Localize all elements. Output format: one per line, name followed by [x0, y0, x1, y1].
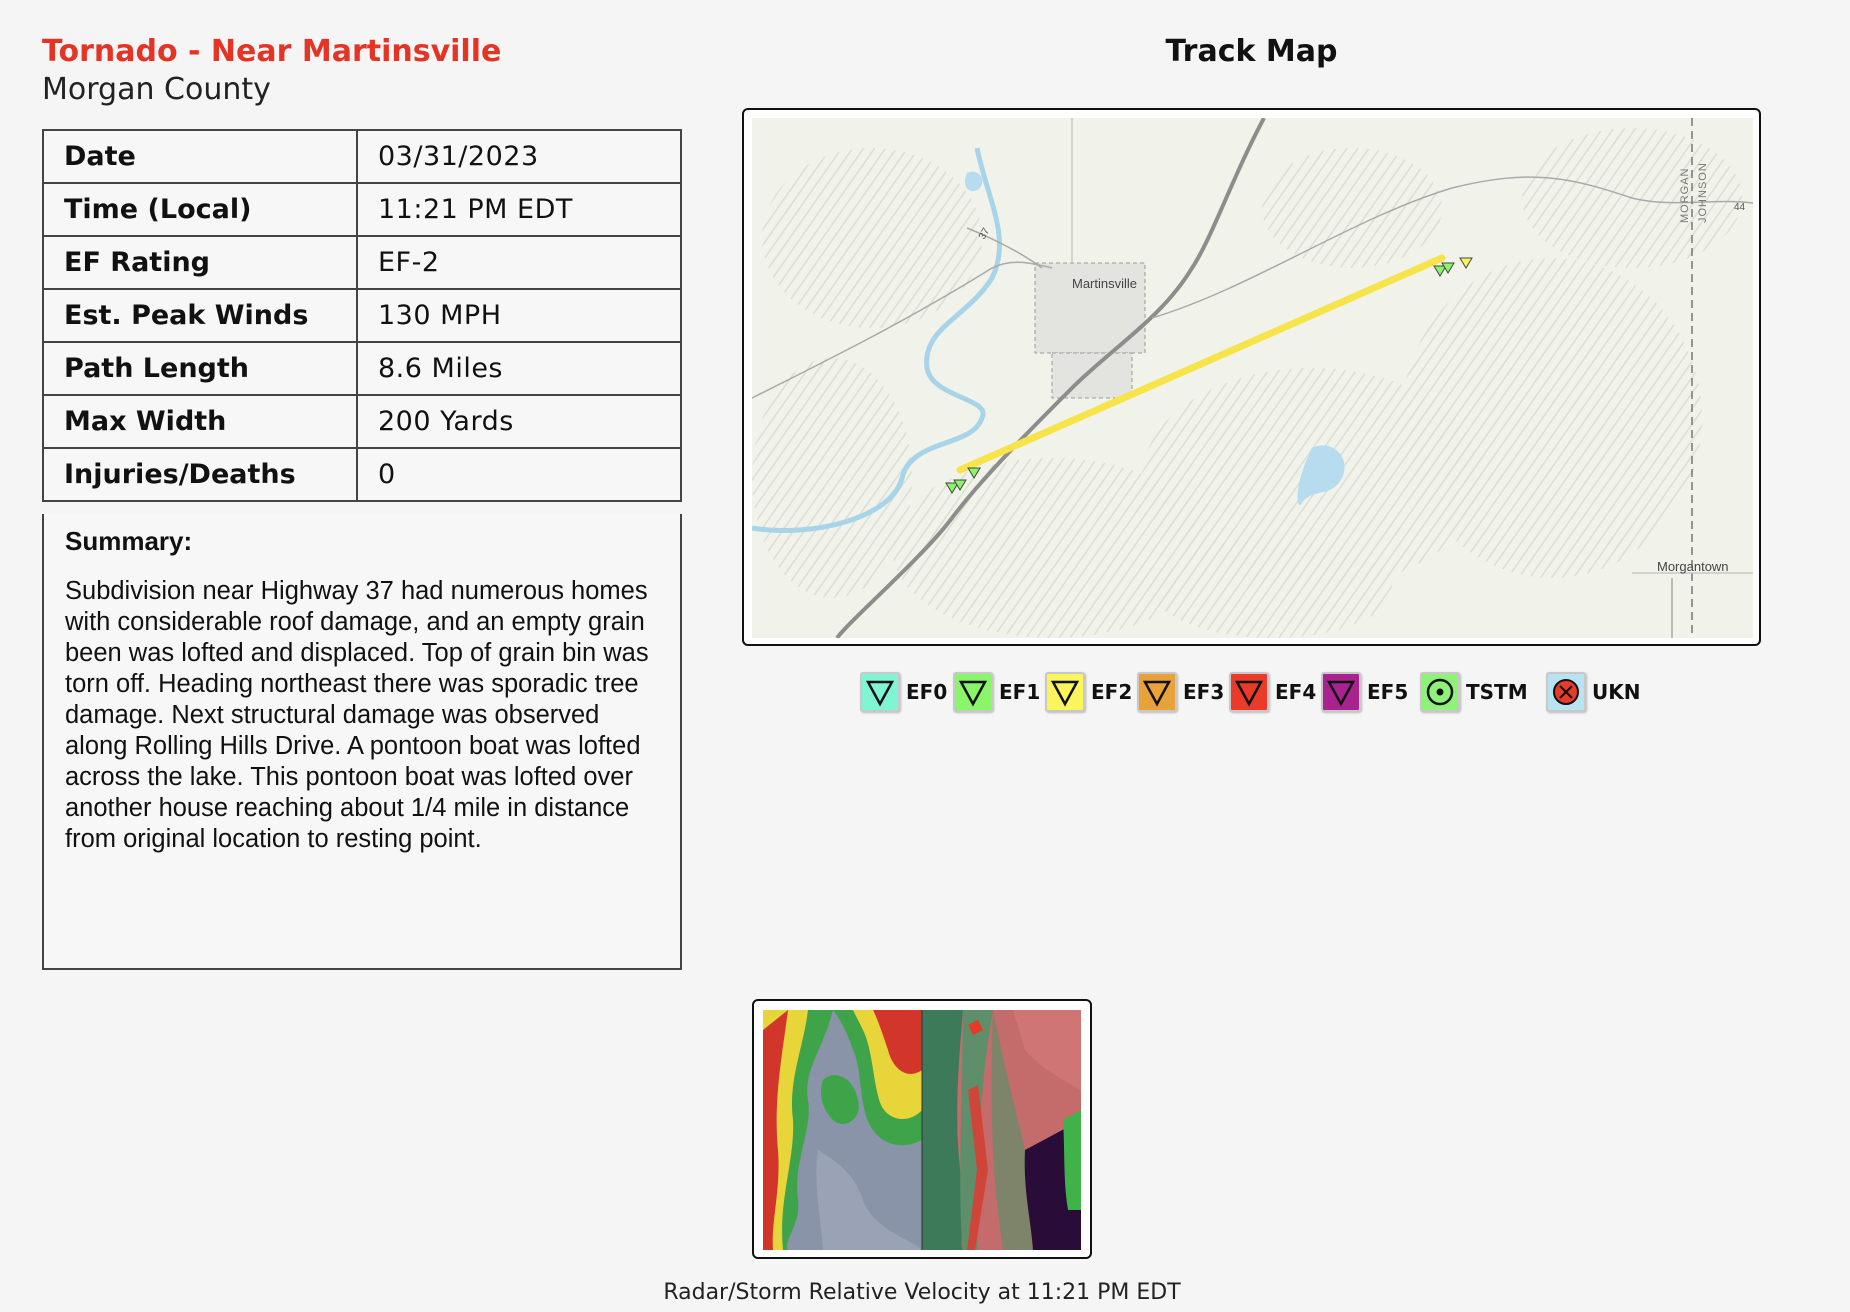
legend-item-ef2 — [1045, 670, 1132, 714]
map-label-county1: MORGAN — [1679, 167, 1691, 223]
row-value: 200 Yards — [357, 395, 681, 448]
row-label: Path Length — [43, 342, 357, 395]
radar-image[interactable] — [752, 999, 1092, 1259]
summary-text: Subdivision near Highway 37 had numerous homes with considerable roof damage, and an empty grain been was lofted and displaced. Top of grain bin was torn off. Heading northeast there was sporadic tree damage. Next structural damage was observed along Rolling Hills Drive. A pontoon boat was lofted across the lake. This pontoon boat was lofted over another house reaching about 1/4 mile in distance from original location to resting point. — [65, 577, 649, 853]
row-value: EF-2 — [357, 236, 681, 289]
ef3-triangle-icon — [1137, 672, 1177, 712]
legend-item-ef3 — [1137, 670, 1224, 714]
ef2-triangle-icon — [1045, 672, 1085, 712]
legend-label: TSTM — [1466, 680, 1528, 704]
legend-item-ef4 — [1229, 670, 1316, 714]
row-label: Max Width — [43, 395, 357, 448]
row-value: 0 — [357, 448, 681, 501]
legend-label: EF0 — [906, 680, 948, 704]
table-row — [43, 236, 681, 289]
ukn-x-icon — [1546, 672, 1586, 712]
legend-label: EF4 — [1275, 680, 1317, 704]
radar-velocity-image[interactable] — [763, 1010, 1081, 1250]
row-value: 8.6 Miles — [357, 342, 681, 395]
legend-label: UKN — [1592, 680, 1641, 704]
track-map[interactable] — [742, 108, 1761, 646]
details-table — [42, 129, 682, 502]
row-value: 11:21 PM EDT — [357, 183, 681, 236]
county-name: Morgan County — [42, 72, 271, 107]
map-label-route-37: 37 — [977, 226, 993, 242]
reflectivity-panel — [763, 1010, 922, 1250]
map-label-route-44: 44 — [1734, 202, 1746, 213]
table-row — [43, 395, 681, 448]
table-row — [43, 183, 681, 236]
ef0-triangle-icon — [860, 672, 900, 712]
legend-label: EF1 — [999, 680, 1041, 704]
row-value: 130 MPH — [357, 289, 681, 342]
legend-label: EF2 — [1091, 680, 1133, 704]
map-label-town2: Morgantown — [1657, 559, 1729, 574]
summary-heading: Summary: — [65, 526, 193, 556]
ef4-triangle-icon — [1229, 672, 1269, 712]
legend-label: EF5 — [1367, 680, 1409, 704]
ef-legend — [860, 670, 1640, 714]
row-label: Date — [43, 130, 357, 183]
legend-label: EF3 — [1183, 680, 1225, 704]
row-label: Est. Peak Winds — [43, 289, 357, 342]
map-label-town: Martinsville — [1072, 276, 1138, 291]
tstm-dot-icon — [1420, 672, 1460, 712]
row-label: Time (Local) — [43, 183, 357, 236]
ef1-triangle-icon — [953, 672, 993, 712]
legend-item-ukn — [1546, 670, 1640, 714]
row-value: 03/31/2023 — [357, 130, 681, 183]
legend-item-ef0 — [860, 670, 947, 714]
event-title: Tornado - Near Martinsville — [42, 34, 502, 69]
table-row — [43, 130, 681, 183]
velocity-panel — [922, 1010, 1081, 1250]
legend-item-ef1 — [953, 670, 1040, 714]
map-label-county2: JOHNSON — [1697, 162, 1709, 223]
track-map-title: Track Map — [1165, 34, 1338, 69]
legend-item-ef5 — [1321, 670, 1408, 714]
track-map-image[interactable] — [752, 118, 1753, 638]
row-label: Injuries/Deaths — [43, 448, 357, 501]
table-row — [43, 289, 681, 342]
ef5-triangle-icon — [1321, 672, 1361, 712]
table-row — [43, 342, 681, 395]
row-label: EF Rating — [43, 236, 357, 289]
legend-item-tstm — [1420, 670, 1528, 714]
summary-box — [42, 514, 682, 970]
radar-caption: Radar/Storm Relative Velocity at 11:21 PM EDT — [663, 1280, 1181, 1305]
table-row — [43, 448, 681, 501]
